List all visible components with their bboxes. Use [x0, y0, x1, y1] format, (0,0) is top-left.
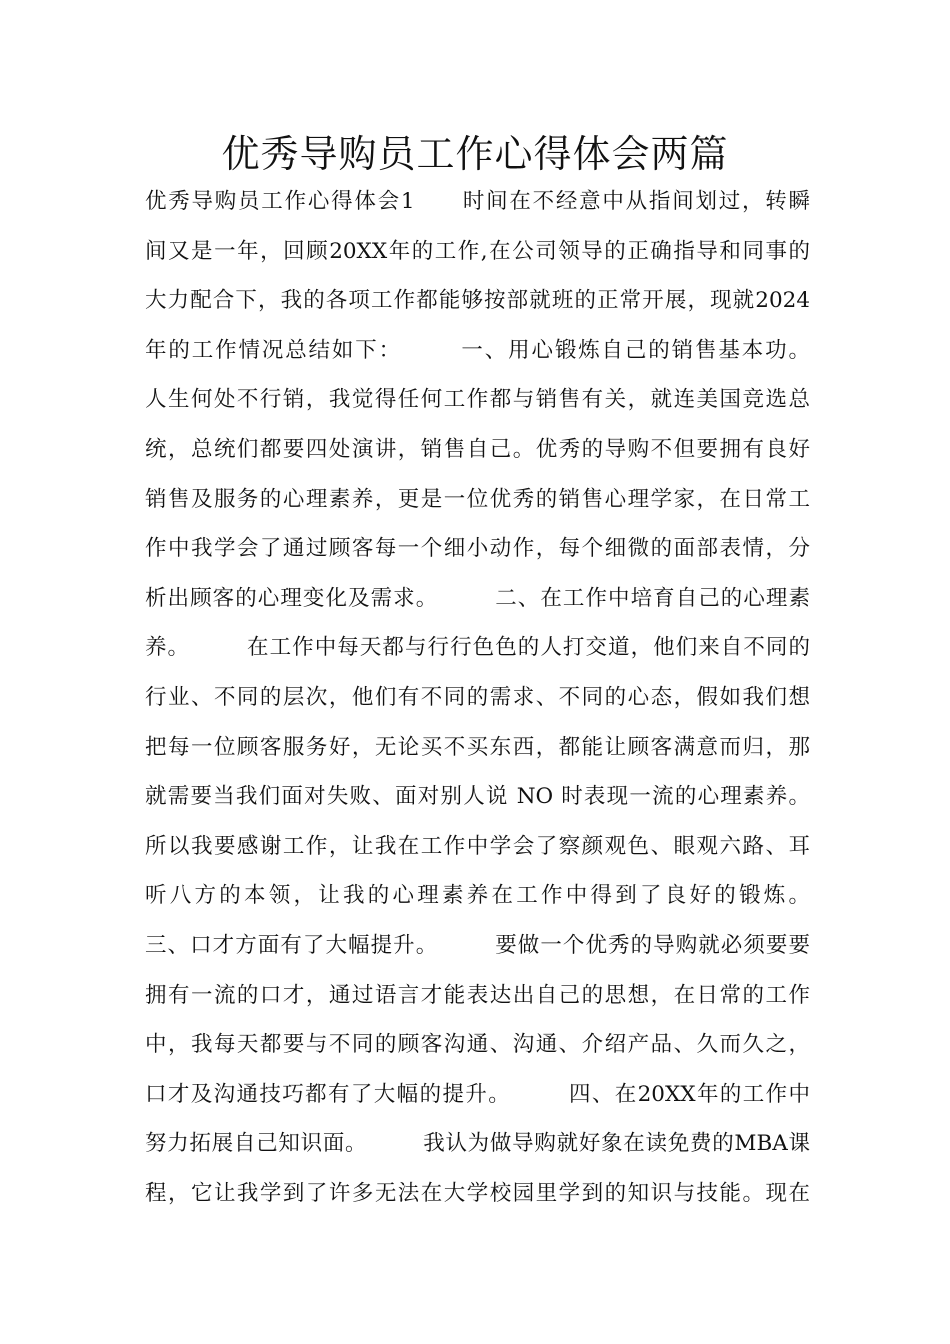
body-line: 销售及服务的心理素养，更是一位优秀的销售心理学家，在日常工 — [145, 486, 810, 512]
body-line: 大力配合下，我的各项工作都能够按部就班的正常开展，现就2024 — [145, 288, 810, 314]
body-line: 养。 在工作中每天都与行行色色的人打交道，他们来自不同的 — [145, 635, 810, 661]
body-line: 行业、不同的层次，他们有不同的需求、不同的心态，假如我们想 — [145, 684, 810, 710]
body-line: 人生何处不行销，我觉得任何工作都与销售有关，就连美国竞选总 — [145, 387, 810, 413]
body-line: 拥有一流的口才，通过语言才能表达出自己的思想，在日常的工作 — [145, 982, 810, 1008]
body-line: 三、口才方面有了大幅提升。 要做一个优秀的导购就必须要要 — [145, 932, 810, 958]
document-body — [145, 177, 810, 1218]
body-line: 间又是一年，回顾20XX年的工作,在公司领导的正确指导和同事的 — [145, 238, 810, 264]
body-line: 口才及沟通技巧都有了大幅的提升。 四、在20XX年的工作中 — [145, 1081, 810, 1107]
body-line: 作中我学会了通过顾客每一个细小动作，每个细微的面部表情，分 — [145, 536, 810, 562]
body-line: 程，它让我学到了许多无法在大学校园里学到的知识与技能。现在 — [145, 1180, 810, 1206]
body-line: 努力拓展自己知识面。 我认为做导购就好象在读免费的MBA课 — [145, 1131, 810, 1157]
body-line: 听八方的本领，让我的心理素养在工作中得到了良好的锻炼。 — [145, 883, 810, 909]
body-line: 优秀导购员工作心得体会1 时间在不经意中从指间划过，转瞬 — [145, 189, 810, 214]
document-title: 优秀导购员工作心得体会两篇 — [221, 132, 729, 176]
body-line: 年的工作情况总结如下： 一、用心锻炼自己的销售基本功。 — [145, 337, 810, 363]
body-line: 中，我每天都要与不同的顾客沟通、沟通、介绍产品、久而久之， — [145, 1032, 810, 1058]
body-line: 析出顾客的心理变化及需求。 二、在工作中培育自己的心理素 — [145, 585, 810, 611]
body-line: 所以我要感谢工作，让我在工作中学会了察颜观色、眼观六路、耳 — [145, 833, 810, 859]
body-line: 统，总统们都要四处演讲，销售自己。优秀的导购不但要拥有良好 — [145, 436, 810, 462]
body-line: 把每一位顾客服务好，无论买不买东西，都能让顾客满意而归，那 — [145, 734, 810, 760]
body-line: 就需要当我们面对失败、面对别人说 NO 时表现一流的心理素养。 — [145, 784, 810, 810]
